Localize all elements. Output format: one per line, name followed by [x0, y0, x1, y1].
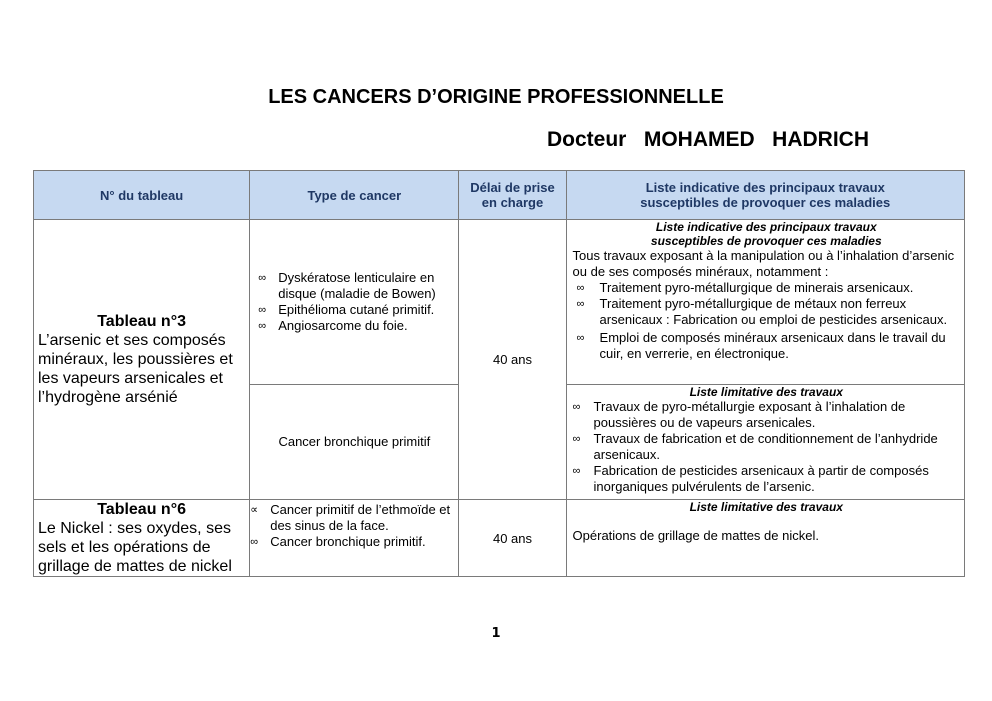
tableau3-cancers-a — [250, 220, 459, 385]
list-item: ∞ Epithélioma cutané primitif. — [258, 302, 435, 317]
infinity-bullet-icon: ∞ — [572, 465, 581, 477]
infinity-bullet-icon: ∞ — [258, 304, 267, 316]
list-item: ∞ Travaux de fabrication et de conditionnement de l’anhydride arsenicaux. — [572, 431, 938, 462]
list-item: ∞ Traitement pyro-métallurgique de minerais arsenicaux. — [576, 280, 914, 295]
table-header-row — [34, 171, 965, 220]
list-item: ∞ Travaux de pyro-métallurgie exposant à l’inhalation de poussières ou de vapeurs arsenicales. — [572, 399, 906, 430]
tableau6-cell — [34, 500, 250, 577]
infinity-bullet-icon: ∞ — [250, 536, 259, 548]
table-row — [34, 500, 965, 577]
tableau6-list — [566, 500, 964, 577]
infinity-bullet-icon: ∞ — [576, 282, 585, 294]
tableau6-list-title: Liste limitative des travaux — [689, 500, 843, 514]
list-item: ∞ Fabrication de pesticides arsenicaux à partir de composés inorganiques pulvérulents de l’arsenic. — [572, 463, 929, 494]
list-item: ∞ Angiosarcome du foie. — [258, 318, 408, 333]
header-work-list: Liste indicative des principaux travaux susceptibles de provoquer ces maladies — [566, 171, 964, 220]
list-a-intro: Tous travaux exposant à la manipulation ou à l’inhalation d’arsenic ou de ses composés minéraux, notamment : — [572, 248, 955, 279]
page-number: 1 — [491, 626, 501, 641]
list-item: ∝ Cancer primitif de l’ethmoïde et des sinus de la face. — [250, 502, 451, 533]
cancer-table — [33, 170, 965, 577]
tableau6-name: Tableau n°6 — [97, 501, 186, 518]
tableau3-list-a — [566, 220, 964, 385]
tableau6-cancers — [250, 500, 459, 577]
tableau6-description: Le Nickel : ses oxydes, ses sels et les opérations de grillage de mattes de nickel — [38, 520, 232, 575]
tableau3-cancer-b: Cancer bronchique primitif — [250, 385, 459, 500]
list-item: ∞ Dyskératose lenticulaire en disque (maladie de Bowen) — [258, 270, 436, 301]
header-table-number: N° du tableau — [34, 171, 250, 220]
tableau6-delay: 40 ans — [459, 500, 566, 577]
list-b-title: Liste limitative des travaux — [689, 385, 843, 399]
header-cancer-type: Type de cancer — [250, 171, 459, 220]
tableau3-description: L’arsenic et ses composés minéraux, les poussières et les vapeurs arsenicales et l’hydrogène arsénié — [38, 332, 233, 406]
infinity-bullet-icon: ∞ — [576, 332, 585, 344]
infinity-bullet-icon: ∞ — [576, 298, 585, 310]
tableau3-delay: 40 ans — [459, 220, 566, 500]
list-item: ∞ Cancer bronchique primitif. — [250, 534, 426, 549]
author-name: Docteur MOHAMED HADRICH — [547, 128, 870, 151]
tableau3-name: Tableau n°3 — [97, 313, 186, 330]
tableau3-cell — [34, 220, 250, 500]
table-row — [34, 220, 965, 385]
infinity-bullet-icon: ∞ — [572, 401, 581, 413]
list-item: ∞ Emploi de composés minéraux arsenicaux dans le travail du cuir, en verrerie, en électronique. — [576, 330, 946, 361]
header-delay: Délai de prise en charge — [459, 171, 566, 220]
infinity-bullet-icon: ∞ — [258, 272, 267, 284]
document-title: LES CANCERS D’ORIGINE PROFESSIONNELLE — [268, 86, 724, 108]
tableau6-list-text: Opérations de grillage de mattes de nickel. — [572, 528, 819, 543]
alpha-bullet-icon: ∝ — [250, 504, 259, 516]
infinity-bullet-icon: ∞ — [258, 320, 267, 332]
infinity-bullet-icon: ∞ — [572, 433, 581, 445]
list-item: ∞ Traitement pyro-métallurgique de métaux non ferreux arsenicaux : Fabrication ou emploi de pesticides arsenicaux. — [576, 296, 948, 327]
list-a-title: Liste indicative des principaux travaux susceptibles de provoquer ces maladies — [650, 220, 882, 248]
tableau3-list-b — [566, 385, 964, 500]
